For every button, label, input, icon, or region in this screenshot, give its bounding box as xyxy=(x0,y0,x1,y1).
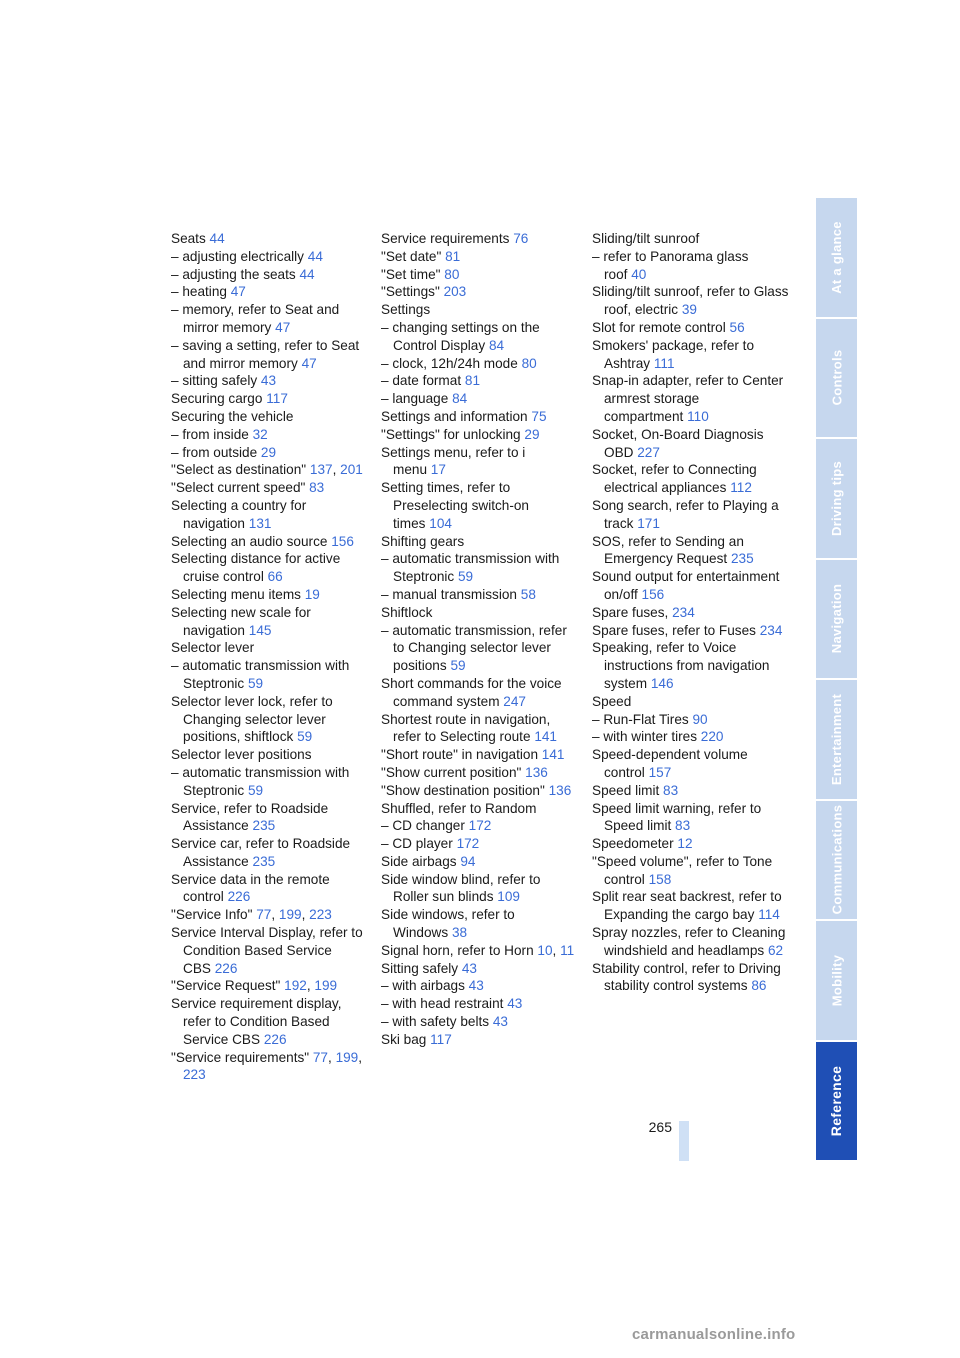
page-reference-link[interactable]: 131 xyxy=(248,515,272,531)
page-reference-link[interactable]: 38 xyxy=(451,925,468,941)
index-entry xyxy=(171,408,369,426)
index-entry xyxy=(171,266,369,284)
index-term: – refer to Panorama glass roof xyxy=(592,248,749,282)
index-entry xyxy=(381,550,579,586)
page-reference-link[interactable]: 58 xyxy=(520,586,536,602)
index-entry xyxy=(592,782,790,800)
index-entry xyxy=(381,835,579,853)
index-term: – memory, refer to Seat and mirror memory xyxy=(171,302,340,335)
tab-at-a-glance[interactable] xyxy=(816,198,857,317)
page-reference-link[interactable]: 39 xyxy=(681,302,697,318)
page-reference-link[interactable]: 80 xyxy=(444,266,460,282)
page-reference-link[interactable]: 44 xyxy=(299,266,315,282)
index-entry xyxy=(381,960,579,978)
index-term: Ski bag xyxy=(381,1031,427,1047)
index-entry xyxy=(381,266,579,284)
page-reference-link[interactable]: 111 xyxy=(653,355,675,371)
index-entry xyxy=(171,497,369,533)
index-term: Stability control, refer to Driving stability control systems xyxy=(592,960,781,994)
index-term: "Select current speed" xyxy=(171,480,306,496)
index-term: Smokers' package, refer to Ashtray xyxy=(592,337,755,371)
index-term: Split rear seat backrest, refer to Expanding the cargo bay xyxy=(592,889,782,923)
page-reference-link[interactable]: 172 xyxy=(468,818,492,834)
page-reference-link[interactable]: 235 xyxy=(252,853,276,869)
index-entry xyxy=(171,550,369,586)
index-term: – CD changer xyxy=(381,818,465,834)
index-term: "Speed volume", refer to Tone control xyxy=(592,853,773,887)
index-term: Speaking, refer to Voice instructions from navigation system xyxy=(592,640,770,691)
page-reference-link[interactable]: 77 xyxy=(312,1049,328,1065)
index-term: Service requirement display, refer to Condition Based Service CBS xyxy=(171,996,342,1047)
page-reference-link[interactable]: 59 xyxy=(450,658,466,674)
page-reference-link[interactable]: 171 xyxy=(637,515,660,531)
tab-label: Reference xyxy=(828,1065,845,1136)
page-reference-link[interactable]: 110 xyxy=(687,408,709,424)
page-reference-link[interactable]: 158 xyxy=(648,871,672,887)
index-entry: "Service Info" 77, 199, 223 xyxy=(171,907,332,923)
index-entry xyxy=(171,693,369,746)
index-entry xyxy=(171,586,369,604)
index-term: – with airbags xyxy=(381,978,465,994)
index-term: – with safety belts xyxy=(381,1014,490,1030)
index-term: "Settings" xyxy=(381,284,440,300)
index-term: Sliding/tilt sunroof, refer to Glass roof, electric xyxy=(592,284,789,318)
index-entry xyxy=(381,622,579,675)
index-term: Shifting gears xyxy=(381,533,465,549)
index-entry xyxy=(592,835,790,853)
index-entry xyxy=(171,301,369,337)
page-reference-link[interactable]: 59 xyxy=(248,675,264,691)
page-reference-link[interactable]: 56 xyxy=(729,319,745,335)
page-reference-link[interactable]: 11 xyxy=(560,942,575,958)
page-reference-link[interactable]: 136 xyxy=(525,764,548,780)
index-entry xyxy=(171,764,369,800)
page-reference-link[interactable]: 117 xyxy=(430,1031,452,1047)
index-entry xyxy=(171,479,369,497)
index-term: "Select as destination" xyxy=(171,462,307,478)
index-entry xyxy=(381,444,579,480)
index-entry: Signal horn, refer to Horn 10, 11 xyxy=(381,942,575,958)
index-entry xyxy=(381,906,579,942)
page-reference-link[interactable]: 43 xyxy=(260,373,277,389)
index-term: – changing settings on the Control Display xyxy=(381,319,540,353)
tab-controls[interactable] xyxy=(816,319,857,438)
index-entry xyxy=(171,871,369,907)
page-number: 265 xyxy=(648,1119,672,1135)
page-reference-link[interactable]: 44 xyxy=(209,231,225,246)
index-term: "Service requirements" xyxy=(171,1049,310,1065)
index-entry: "Select as destination" 137, 201 xyxy=(171,462,363,478)
page-reference-link[interactable]: 17 xyxy=(430,462,446,478)
index-entry xyxy=(381,301,579,319)
index-entry xyxy=(592,372,790,425)
index-term: – saving a setting, refer to Seat and mirror memory xyxy=(171,337,360,371)
page-reference-link[interactable]: 117 xyxy=(266,391,288,407)
page-reference-link[interactable]: 104 xyxy=(429,515,452,531)
tab-driving-tips[interactable] xyxy=(816,439,857,558)
page-reference-link[interactable]: 137 xyxy=(309,462,333,478)
page-reference-link[interactable]: 146 xyxy=(650,675,674,691)
index-term: "Set date" xyxy=(381,248,442,264)
page-reference-link[interactable]: 29 xyxy=(260,444,277,460)
page-reference-link[interactable]: 235 xyxy=(252,818,276,834)
index-entry xyxy=(381,764,579,782)
index-entry: "Service requirements" 77, 199, 223 xyxy=(171,1049,363,1083)
tab-communications[interactable] xyxy=(816,801,857,920)
index-term: – sitting safely xyxy=(171,373,258,389)
page-reference-link[interactable]: 83 xyxy=(309,480,325,496)
page-reference-link[interactable]: 201 xyxy=(340,462,363,478)
index-term: Side window blind, refer to Roller sun blinds xyxy=(381,871,541,905)
page-reference-link[interactable]: 234 xyxy=(672,604,695,620)
page-reference-link[interactable]: 235 xyxy=(730,551,754,567)
page-reference-link[interactable]: 247 xyxy=(503,693,526,709)
index-entry xyxy=(171,746,369,764)
page-reference-link[interactable]: 157 xyxy=(648,764,672,780)
index-term: – automatic transmission with Steptronic xyxy=(171,658,350,691)
index-entry xyxy=(592,746,790,782)
page-reference-link[interactable]: 59 xyxy=(297,729,313,745)
index-term: – Run-Flat Tires xyxy=(592,711,689,727)
index-entry xyxy=(171,426,369,444)
page-reference-link[interactable]: 234 xyxy=(759,622,783,638)
index-term: SOS, refer to Sending an Emergency Request xyxy=(592,533,744,567)
index-entry xyxy=(381,1013,579,1031)
page-reference-link[interactable]: 32 xyxy=(252,426,268,442)
index-term: – language xyxy=(381,391,449,407)
index-entry xyxy=(381,426,579,444)
page-reference-link[interactable]: 156 xyxy=(641,586,665,602)
tab-mobility[interactable] xyxy=(816,921,857,1040)
index-entry xyxy=(592,639,790,692)
page-reference-link[interactable]: 112 xyxy=(730,480,752,496)
page-reference-link[interactable]: 43 xyxy=(461,960,477,976)
index-entry xyxy=(592,693,790,711)
index-term: Selector lever xyxy=(171,640,255,656)
page-reference-link[interactable]: 109 xyxy=(497,889,520,905)
page-reference-link[interactable]: 76 xyxy=(513,231,529,246)
index-term: Setting times, refer to Preselecting switch-on times xyxy=(381,480,529,531)
index-entry xyxy=(381,372,579,390)
index-term: Socket, refer to Connecting electrical appliances xyxy=(592,462,757,496)
index-term: – automatic transmission, refer to Changing selector lever positions xyxy=(381,622,567,674)
index-term: Selector lever lock, refer to Changing selector lever positions, shiftlock xyxy=(171,693,333,745)
index-entry xyxy=(381,782,579,800)
index-entry xyxy=(171,533,369,551)
index-entry xyxy=(592,426,790,462)
index-term: Spare fuses, refer to Fuses xyxy=(592,622,756,638)
index-term: Side airbags xyxy=(381,853,457,869)
index-term: Shiftlock xyxy=(381,604,433,620)
index-term: Selector lever positions xyxy=(171,747,312,763)
index-entry xyxy=(592,337,790,373)
index-entry xyxy=(592,497,790,533)
page-reference-link[interactable]: 83 xyxy=(663,782,679,798)
page-reference-link[interactable]: 19 xyxy=(304,586,320,602)
index-term: Side windows, refer to Windows xyxy=(381,907,515,941)
index-term: – with head restraint xyxy=(381,996,504,1012)
index-entry xyxy=(592,533,790,569)
page-reference-link[interactable]: 172 xyxy=(456,836,480,852)
page-reference-link[interactable]: 29 xyxy=(524,426,540,442)
page-reference-link[interactable]: 75 xyxy=(531,408,547,424)
index-entry xyxy=(381,853,579,871)
index-entry xyxy=(592,283,790,319)
index-entry xyxy=(381,319,579,355)
index-entry xyxy=(381,1031,579,1049)
index-entry xyxy=(381,604,579,622)
index-entry xyxy=(381,283,579,301)
tab-entertainment[interactable] xyxy=(816,680,857,799)
index-entry xyxy=(381,230,579,248)
index-term: Speedometer xyxy=(592,836,674,852)
index-term: Settings menu, refer to i menu xyxy=(381,444,526,478)
page-reference-link[interactable]: 77 xyxy=(256,907,272,923)
index-column-1 xyxy=(171,230,369,1084)
index-entry xyxy=(592,604,790,622)
tab-label: Mobility xyxy=(829,954,845,1007)
page-reference-link[interactable]: 226 xyxy=(227,889,251,905)
page-reference-link[interactable]: 43 xyxy=(507,996,523,1012)
index-term: "Show destination position" xyxy=(381,782,545,798)
index-term: Snap-in adapter, refer to Center armrest storage compartment xyxy=(592,373,784,424)
index-term: Selecting distance for active cruise control xyxy=(171,551,341,585)
index-entry xyxy=(592,888,790,924)
index-term: Shuffled, refer to Random xyxy=(381,800,537,816)
page-reference-link[interactable]: 199 xyxy=(314,978,338,994)
index-entry xyxy=(381,995,579,1013)
index-term: Slot for remote control xyxy=(592,319,726,335)
index-term: Speed xyxy=(592,693,632,709)
index-term: Securing cargo xyxy=(171,391,263,407)
index-entry xyxy=(592,960,790,996)
index-entry xyxy=(171,372,369,390)
index-entry xyxy=(592,853,790,889)
index-term: Settings xyxy=(381,302,431,318)
page-reference-link[interactable]: 156 xyxy=(331,533,354,549)
page-reference-link[interactable]: 86 xyxy=(751,978,767,994)
page-reference-link[interactable]: 10 xyxy=(537,942,553,958)
index-entry xyxy=(592,924,790,960)
page-reference-link[interactable]: 47 xyxy=(230,284,246,300)
index-entry xyxy=(171,639,369,657)
page-reference-link[interactable]: 223 xyxy=(183,1067,206,1083)
index-term: "Service Request" xyxy=(171,978,281,994)
index-term: – manual transmission xyxy=(381,586,517,602)
index-entry xyxy=(381,711,579,747)
page-reference-link[interactable]: 90 xyxy=(692,711,708,727)
index-entry xyxy=(592,248,790,284)
index-entry xyxy=(381,746,579,764)
page-reference-link[interactable]: 59 xyxy=(458,569,474,585)
watermark: carmanualsonline.info xyxy=(632,1326,796,1343)
page-reference-link[interactable]: 114 xyxy=(758,907,780,923)
index-term: Speed-dependent volume control xyxy=(592,747,748,780)
page-reference-link[interactable]: 192 xyxy=(284,978,307,994)
index-term: – date format xyxy=(381,373,462,389)
index-entry xyxy=(171,337,369,373)
page-reference-link[interactable]: 203 xyxy=(443,284,467,300)
index-entry xyxy=(592,711,790,729)
index-term: Seats xyxy=(171,231,206,246)
tab-navigation[interactable] xyxy=(816,560,857,679)
index-term: Socket, On-Board Diagnosis OBD xyxy=(592,426,764,460)
page-reference-link[interactable]: 47 xyxy=(275,319,291,335)
index-term: Speed limit xyxy=(592,782,660,798)
page-reference-link[interactable]: 62 xyxy=(768,942,784,958)
index-entry xyxy=(592,800,790,836)
page-reference-link[interactable]: 141 xyxy=(534,729,557,745)
page-reference-link[interactable]: 220 xyxy=(700,729,724,745)
page-reference-link[interactable]: 84 xyxy=(488,337,505,353)
index-entry xyxy=(381,675,579,711)
index-term: Spare fuses, xyxy=(592,604,669,620)
index-entry xyxy=(592,568,790,604)
index-term: Service Interval Display, refer to Condition Based Service CBS xyxy=(171,925,363,976)
page-reference-link[interactable]: 40 xyxy=(631,266,647,282)
index-entry xyxy=(381,586,579,604)
index-term: – from outside xyxy=(171,444,258,460)
index-entry xyxy=(592,319,790,337)
page-reference-link[interactable]: 47 xyxy=(301,355,317,371)
index-term: Selecting new scale for navigation xyxy=(171,604,311,638)
index-term: "Settings" for unlocking xyxy=(381,426,521,442)
index-term: – from inside xyxy=(171,426,249,442)
index-term: Short commands for the voice command system xyxy=(381,675,562,709)
page-reference-link[interactable]: 59 xyxy=(248,782,264,798)
index-term: – adjusting electrically xyxy=(171,248,304,264)
index-entry xyxy=(171,657,369,693)
section-tabs xyxy=(816,198,857,1160)
index-term: – clock, 12h/24h mode xyxy=(381,355,518,371)
index-term: – automatic transmission with Steptronic xyxy=(381,551,560,585)
page-reference-link[interactable]: 226 xyxy=(214,960,238,976)
index-entry xyxy=(171,604,369,640)
page-marker-bar xyxy=(679,1121,689,1161)
index-term: Spray nozzles, refer to Cleaning windshield and headlamps xyxy=(592,925,786,958)
tab-reference[interactable] xyxy=(816,1042,857,1161)
index-term: – adjusting the seats xyxy=(171,266,296,282)
page-reference-link[interactable]: 80 xyxy=(521,355,537,371)
tab-label: At a glance xyxy=(829,220,844,294)
index-entry xyxy=(171,444,369,462)
index-entry xyxy=(171,248,369,266)
tab-label: Driving tips xyxy=(829,460,845,536)
tab-label: Controls xyxy=(829,349,844,406)
page-reference-link[interactable]: 223 xyxy=(309,907,332,923)
index-entry xyxy=(171,390,369,408)
tab-label: Entertainment xyxy=(829,693,844,785)
page-reference-link[interactable]: 81 xyxy=(464,373,481,389)
index-entry: "Service Request" 192, 199 xyxy=(171,978,338,994)
index-entry xyxy=(381,533,579,551)
page-reference-link[interactable]: 66 xyxy=(267,569,283,585)
index-term: Selecting a country for navigation xyxy=(171,497,307,531)
page-reference-link[interactable]: 227 xyxy=(637,444,660,460)
index-term: – heating xyxy=(171,284,227,300)
index-entry xyxy=(381,479,579,532)
index-term: Sliding/tilt sunroof xyxy=(592,231,700,246)
page-reference-link[interactable]: 226 xyxy=(263,1031,287,1047)
index-term: "Short route" in navigation xyxy=(381,747,539,763)
tab-label: Communications xyxy=(829,804,844,915)
page-reference-link[interactable]: 136 xyxy=(548,782,572,798)
page-reference-link[interactable]: 44 xyxy=(307,248,323,264)
index-term: Selecting menu items xyxy=(171,586,301,602)
index-entry xyxy=(381,355,579,373)
index-entry xyxy=(171,283,369,301)
index-column-2 xyxy=(381,230,579,1049)
page-reference-link[interactable]: 12 xyxy=(677,836,693,852)
index-term: "Set time" xyxy=(381,266,441,282)
index-term: Securing the vehicle xyxy=(171,408,294,424)
index-term: Signal horn, refer to Horn xyxy=(381,942,534,958)
index-term: Service requirements xyxy=(381,231,510,246)
page-reference-link[interactable]: 43 xyxy=(468,978,484,994)
index-term: Shortest route in navigation, refer to Selecting route xyxy=(381,711,551,745)
index-entry xyxy=(381,800,579,818)
index-term: Service data in the remote control xyxy=(171,871,330,905)
index-entry xyxy=(381,390,579,408)
index-entry xyxy=(592,622,790,640)
index-entry xyxy=(381,871,579,907)
index-term: Sound output for entertainment on/off xyxy=(592,569,780,602)
page-reference-link[interactable]: 199 xyxy=(335,1049,359,1065)
page-reference-link[interactable]: 94 xyxy=(460,853,476,869)
page-reference-link[interactable]: 199 xyxy=(278,907,302,923)
index-entry xyxy=(171,995,369,1048)
page-reference-link[interactable]: 43 xyxy=(492,1014,508,1030)
index-term: Settings and information xyxy=(381,408,528,424)
index-entry xyxy=(381,817,579,835)
page-reference-link[interactable]: 83 xyxy=(675,818,691,834)
index-entry xyxy=(592,230,790,248)
index-entry xyxy=(592,461,790,497)
index-entry xyxy=(171,800,369,836)
page-reference-link[interactable]: 84 xyxy=(452,391,468,407)
index-entry xyxy=(171,835,369,871)
index-term: Service, refer to Roadside Assistance xyxy=(171,800,329,834)
index-term: "Service Info" xyxy=(171,907,253,923)
index-column-3 xyxy=(592,230,790,995)
page-reference-link[interactable]: 81 xyxy=(445,248,461,264)
tab-label: Navigation xyxy=(829,584,844,654)
index-entry xyxy=(381,408,579,426)
page-reference-link[interactable]: 141 xyxy=(541,747,565,763)
index-term: "Show current position" xyxy=(381,764,522,780)
page-reference-link[interactable]: 145 xyxy=(248,622,272,638)
index-term: Sitting safely xyxy=(381,960,459,976)
index-entry xyxy=(171,924,369,977)
index-term: – automatic transmission with Steptronic xyxy=(171,764,350,798)
index-term: Song search, refer to Playing a track xyxy=(592,497,779,531)
index-term: Speed limit warning, refer to Speed limit xyxy=(592,800,762,834)
index-term: Selecting an audio source xyxy=(171,533,328,549)
index-term: – CD player xyxy=(381,836,453,852)
index-entry xyxy=(171,230,369,248)
index-term: – with winter tires xyxy=(592,729,698,745)
index-term: Service car, refer to Roadside Assistance xyxy=(171,836,351,869)
index-entry xyxy=(592,728,790,746)
index-entry xyxy=(381,977,579,995)
index-entry xyxy=(381,248,579,266)
